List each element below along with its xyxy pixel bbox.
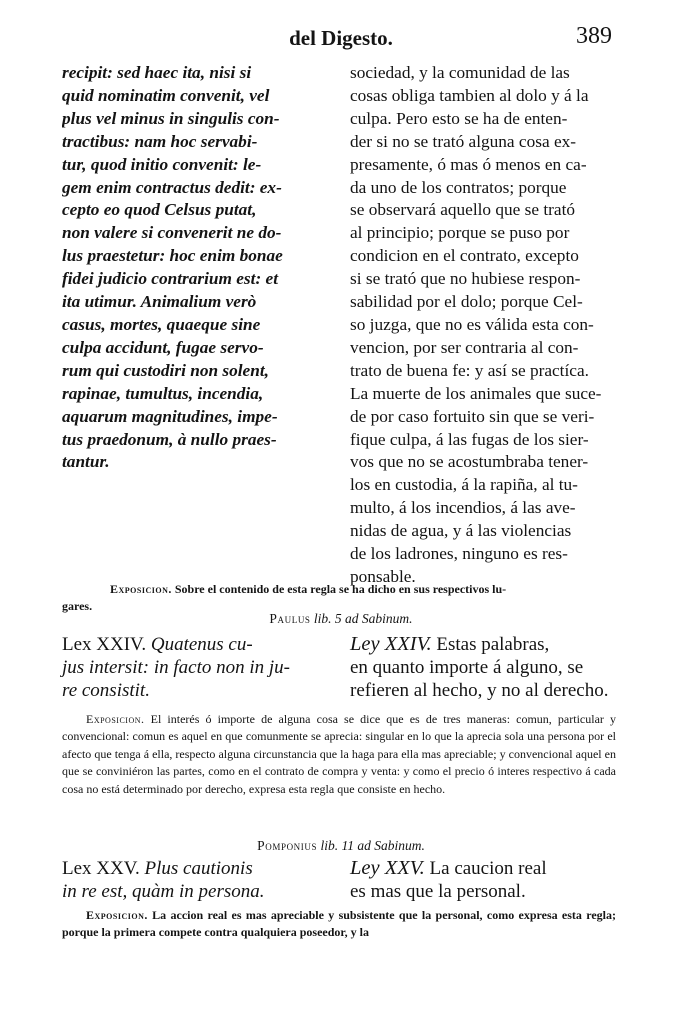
exposicion-paragraph bbox=[62, 907, 616, 942]
spanish-column bbox=[350, 62, 620, 589]
text-line: de los ladrones, ninguno es res- bbox=[350, 544, 568, 564]
source-citation bbox=[0, 611, 682, 627]
text-line: fique culpa, á las fugas de los sier- bbox=[350, 429, 589, 449]
text-line: casus, mortes, quaeque sine bbox=[62, 314, 261, 334]
text-line: tractibus: nam hoc servabi- bbox=[62, 131, 258, 151]
exposicion-paragraph bbox=[62, 581, 614, 615]
ley-spanish bbox=[350, 857, 616, 903]
latin-column bbox=[62, 62, 334, 474]
text-line: los en custodia, á la rapiña, al tu- bbox=[350, 475, 578, 495]
text-line: aquarum magnitudines, impe- bbox=[62, 406, 278, 426]
text-line: so juzga, que no es válida esta con- bbox=[350, 314, 594, 334]
source-citation bbox=[0, 838, 682, 854]
ley-text: es mas que la personal. bbox=[350, 881, 526, 902]
text-line: tus praedonum, à nullo praes- bbox=[62, 429, 277, 449]
text-line: al principio; porque se puso por bbox=[350, 223, 570, 243]
text-line: nidas de agua, y á las violencias bbox=[350, 521, 572, 541]
exposicion-paragraph bbox=[62, 711, 616, 798]
lex-latin-text: in re est, quàm in persona. bbox=[62, 881, 265, 902]
lex-latin bbox=[62, 857, 334, 903]
exposicion-text: Sobre el contenido de esta regla se ha dicho en sus respectivos lu- bbox=[174, 582, 507, 596]
ley-label: Ley XXV. bbox=[350, 857, 425, 879]
text-line: cepto eo quod Celsus putat, bbox=[62, 200, 257, 220]
running-title: del Digesto. bbox=[289, 26, 393, 50]
text-line: gem enim contractus dedit: ex- bbox=[62, 177, 282, 197]
exposicion-label: Exposicion. bbox=[86, 712, 145, 726]
ley-text: en quanto importe á alguno, se bbox=[350, 657, 584, 678]
text-line: si se trató que no hubiese respon- bbox=[350, 269, 581, 289]
ley-spanish bbox=[350, 633, 616, 702]
text-line: rapinae, tumultus, incendia, bbox=[62, 383, 264, 403]
text-line: rum qui custodiri non solent, bbox=[62, 360, 269, 380]
text-line: plus vel minus in singulis con- bbox=[62, 108, 280, 128]
exposicion-text-continued: gares. bbox=[62, 599, 93, 613]
lex-latin-text: re consistit. bbox=[62, 680, 150, 701]
text-line: culpa accidunt, fugae servo- bbox=[62, 337, 264, 357]
ley-text: Estas palabras, bbox=[436, 634, 550, 655]
text-line: quid nominatim convenit, vel bbox=[62, 85, 270, 105]
text-line: da uno de los contratos; porque bbox=[350, 177, 567, 197]
lex-latin-text: jus intersit: in facto non in ju- bbox=[62, 657, 290, 678]
exposicion-text: La accion real es mas apreciable y subsistente que la personal, como expresa esta regla; porque la primera compete contra qualquiera poseedor, y la bbox=[62, 908, 617, 940]
text-line: ita utimur. Animalium verò bbox=[62, 292, 257, 312]
source-author: Paulus bbox=[269, 611, 311, 626]
text-line: condicion en el contrato, excepto bbox=[350, 246, 579, 266]
text-line: vos que no se acostumbraba tener- bbox=[350, 452, 589, 472]
lex-latin bbox=[62, 633, 334, 702]
text-line: tur, quod initio convenit: le- bbox=[62, 154, 262, 174]
text-line: der si no se trató alguna cosa ex- bbox=[350, 131, 577, 151]
lex-latin-text: Quatenus cu- bbox=[150, 634, 253, 655]
text-line: La muerte de los animales que suce- bbox=[350, 383, 602, 403]
ley-text: refieren al hecho, y no al derecho. bbox=[350, 680, 609, 701]
text-line: de por caso fortuito sin que se veri- bbox=[350, 406, 595, 426]
text-line: sabilidad por el dolo; porque Cel- bbox=[350, 292, 583, 312]
lex-latin-text: Plus cautionis bbox=[144, 858, 253, 879]
text-line: non valere si convenerit ne do- bbox=[62, 223, 282, 243]
source-reference: lib. 5 ad Sabinum. bbox=[313, 611, 413, 626]
text-line: se observará aquello que se trató bbox=[350, 200, 576, 220]
lex-label: Lex XXV. bbox=[62, 858, 140, 879]
text-line: tantur. bbox=[62, 452, 110, 472]
text-line: trato de buena fe: y así se practíca. bbox=[350, 360, 589, 380]
text-line: sociedad, y la comunidad de las bbox=[350, 63, 570, 82]
page-number: 389 bbox=[576, 23, 612, 49]
source-reference: lib. 11 ad Sabinum. bbox=[320, 838, 425, 853]
ley-label: Ley XXIV. bbox=[350, 633, 432, 655]
text-line: vencion, por ser contraria al con- bbox=[350, 337, 579, 357]
text-line: recipit: sed haec ita, nisi si bbox=[62, 63, 252, 82]
ley-text: La caucion real bbox=[429, 858, 547, 879]
exposicion-label: Exposicion. bbox=[86, 908, 148, 922]
lex-label: Lex XXIV. bbox=[62, 634, 147, 655]
text-line: multo, á los incendios, á las ave- bbox=[350, 498, 576, 518]
exposicion-text: El interés ó importe de alguna cosa se dice que es de tres maneras: comun, particular y convencional: comun es aquel en que comunmente se aprecia: singular en lo que la aprecia sola una persona por el afecto que tenga á ella, respecto alguna circunstancia que la haga para ella mas apreciable; y convencional aquel en que se conviniéron las partes, como en el contrato de compra y venta: y como el precio ó interes respectivo á cada cosa no está determinado por derecho, expresa esta regla que consiste en hecho. bbox=[62, 712, 617, 796]
text-line: presamente, ó mas ó menos en ca- bbox=[350, 154, 587, 174]
text-line: lus praestetur: hoc enim bonae bbox=[62, 246, 283, 266]
text-line: cosas obliga tambien al dolo y á la bbox=[350, 85, 589, 105]
source-author: Pomponius bbox=[257, 838, 318, 853]
text-line: culpa. Pero esto se ha de enten- bbox=[350, 108, 568, 128]
text-line: ponsable. bbox=[350, 566, 416, 586]
exposicion-label: Exposicion. bbox=[110, 582, 172, 596]
text-line: fidei judicio contrarium est: et bbox=[62, 269, 279, 289]
